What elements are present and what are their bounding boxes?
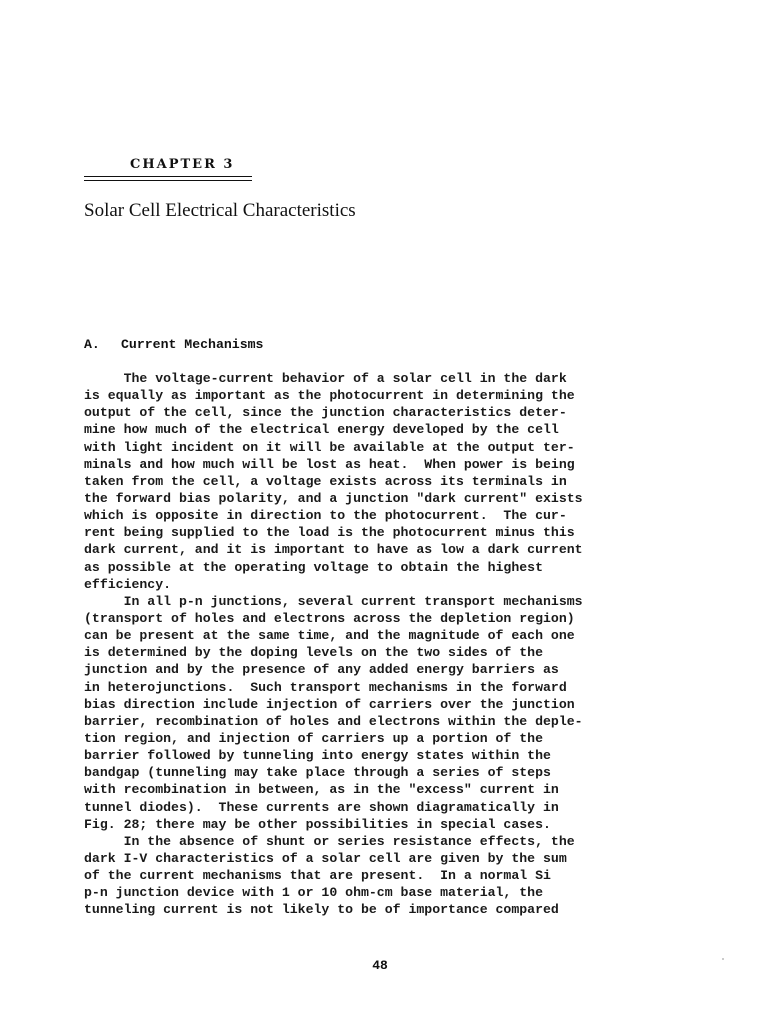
text-line: is equally as important as the photocurrent in determining the	[84, 388, 575, 404]
text-line: The voltage-current behavior of a solar cell in the dark	[84, 371, 567, 386]
chapter-title: Solar Cell Electrical Characteristics	[84, 200, 356, 221]
text-line: dark I-V characteristics of a solar cell are given by the sum	[84, 850, 567, 866]
text-line: In all p-n junctions, several current transport mechanisms	[84, 593, 583, 609]
text-line: with light incident on it will be available at the output ter-	[84, 439, 575, 455]
section-number: A.	[84, 337, 100, 352]
text-line: bandgap (tunneling may take place through a series of steps	[84, 765, 551, 781]
text-line: with recombination in between, as in the "excess" current in	[84, 782, 559, 798]
chapter-rule-top	[84, 176, 252, 177]
text-line: In the absence of shunt or series resistance effects, the	[84, 833, 575, 849]
page-number: 48	[372, 958, 388, 973]
text-line: barrier followed by tunneling into energy states within the	[84, 748, 551, 764]
text-line: tunnel diodes). These currents are shown diagramatically in	[84, 799, 559, 815]
text-line: barrier, recombination of holes and electrons within the deple-	[84, 713, 583, 729]
text-line: in heterojunctions. Such transport mechanisms in the forward	[84, 679, 567, 695]
text-line: taken from the cell, a voltage exists across its terminals in	[84, 473, 567, 489]
section-heading	[84, 337, 263, 352]
text-line: p-n junction device with 1 or 10 ohm-cm base material, the	[84, 885, 543, 901]
text-line: of the current mechanisms that are present. In a normal Si	[84, 868, 551, 884]
text-line: as possible at the operating voltage to obtain the highest	[84, 559, 543, 575]
scan-speck	[722, 958, 724, 960]
text-line: output of the cell, since the junction characteristics deter-	[84, 405, 567, 421]
text-line: tunneling current is not likely to be of importance compared	[84, 902, 559, 918]
section-title: Current Mechanisms	[121, 337, 264, 352]
chapter-rule-bottom	[84, 180, 252, 181]
text-line: rent being supplied to the load is the photocurrent minus this	[84, 525, 575, 541]
text-line: efficiency.	[84, 576, 172, 592]
text-line: mine how much of the electrical energy developed by the cell	[84, 422, 559, 438]
text-line: (transport of holes and electrons across the depletion region)	[84, 610, 575, 626]
text-line: can be present at the same time, and the magnitude of each one	[84, 628, 575, 644]
text-line: is determined by the doping levels on the two sides of the	[84, 645, 543, 661]
text-line: the forward bias polarity, and a junction "dark current" exists	[84, 490, 583, 506]
text-line: minals and how much will be lost as heat. When power is being	[84, 456, 575, 472]
text-line: junction and by the presence of any added energy barriers as	[84, 662, 559, 678]
text-line: Fig. 28; there may be other possibilities in special cases.	[84, 816, 551, 832]
body-text	[84, 370, 704, 919]
text-line: dark current, and it is important to have as low a dark current	[84, 542, 583, 558]
text-line: tion region, and injection of carriers up a portion of the	[84, 730, 543, 746]
text-line: bias direction include injection of carriers over the junction	[84, 696, 575, 712]
chapter-label: CHAPTER 3	[130, 157, 235, 172]
text-line: which is opposite in direction to the photocurrent. The cur-	[84, 508, 567, 524]
